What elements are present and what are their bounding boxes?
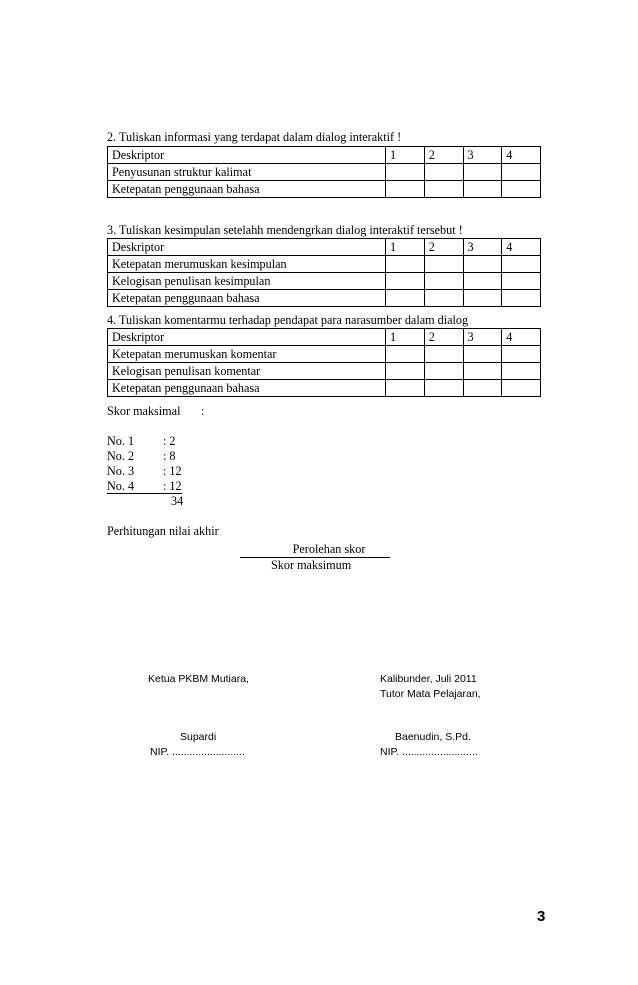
score-cell [386,256,425,273]
score-cell [424,164,463,181]
score-cell [502,346,541,363]
score-cell [386,290,425,307]
header-cell: 4 [502,329,541,346]
fraction-numerator: Perolehan skor [240,542,390,558]
score-cell [463,380,502,397]
header-cell: 3 [463,239,502,256]
score-cell [386,181,425,198]
descriptor-cell: Kelogisan penulisan kesimpulan [108,273,386,290]
descriptor-cell: Ketepatan penggunaan bahasa [108,380,386,397]
score-item-no: No. 4 [107,479,135,493]
left-signer-nip: NIP. ......................... [150,746,245,758]
score-cell [424,256,463,273]
score-item-value: : 12 [163,464,182,478]
table-header-row [108,329,541,346]
score-cell [502,363,541,380]
score-cell [502,273,541,290]
score-cell [463,164,502,181]
score-item-value: : 8 [163,449,176,463]
max-score-colon: : [201,404,205,418]
descriptor-cell: Ketepatan merumuskan komentar [108,346,386,363]
score-cell [386,363,425,380]
table-header-row [108,239,541,256]
rubric-table-3 [107,238,541,307]
score-cell [424,181,463,198]
score-cell [463,256,502,273]
score-cell [502,380,541,397]
right-signer-name: Baenudin, S.Pd. [395,731,471,743]
header-cell: 1 [386,239,425,256]
rubric-table-4 [107,328,541,397]
score-cell [463,273,502,290]
score-cell [463,290,502,307]
section-4-title: 4. Tuliskan komentarmu terhadap pendapat para narasumber dalam dialog [107,313,469,327]
descriptor-cell: Kelogisan penulisan komentar [108,363,386,380]
score-cell [463,363,502,380]
table-row [108,164,541,181]
header-cell: 4 [502,147,541,164]
score-cell [386,346,425,363]
header-cell: 1 [386,147,425,164]
fraction-denominator: Skor maksimum [271,558,352,572]
score-cell [424,290,463,307]
score-cell [424,380,463,397]
descriptor-cell: Ketepatan penggunaan bahasa [108,181,386,198]
score-cell [502,181,541,198]
rubric-table-2 [107,146,541,198]
table-header-row [108,147,541,164]
max-score-label: Skor maksimal [107,404,181,418]
score-item-no: No. 3 [107,464,135,478]
score-cell [502,290,541,307]
section-3-title: 3. Tuliskan kesimpulan setelahh mendengrkan dialog interaktif tersebut ! [107,223,463,237]
descriptor-cell: Ketepatan merumuskan kesimpulan [108,256,386,273]
header-cell: 2 [424,147,463,164]
table-row [108,380,541,397]
descriptor-cell: Ketepatan penggunaan bahasa [108,290,386,307]
score-total: 34 [171,494,184,508]
score-item-value: : 2 [163,434,176,448]
table-row [108,363,541,380]
score-item-value: : 12 [163,479,182,493]
table-row [108,256,541,273]
final-score-label: Perhitungan nilai akhir [107,524,219,538]
score-cell [386,164,425,181]
page-number: 3 [537,908,546,925]
score-cell [424,346,463,363]
table-row [108,290,541,307]
right-place-date: Kalibunder, Juli 2011 [380,673,477,685]
score-cell [386,273,425,290]
header-cell: 2 [424,329,463,346]
score-cell [424,273,463,290]
left-signer-title: Ketua PKBM Mutiara, [148,673,249,685]
descriptor-cell: Penyusunan struktur kalimat [108,164,386,181]
header-cell: 3 [463,147,502,164]
header-cell: 1 [386,329,425,346]
header-cell: Deskriptor [108,147,386,164]
table-row [108,181,541,198]
header-cell: Deskriptor [108,329,386,346]
score-item-no: No. 1 [107,434,135,448]
section-2-title: 2. Tuliskan informasi yang terdapat dalam dialog interaktif ! [107,130,402,144]
header-cell: Deskriptor [108,239,386,256]
score-cell [463,181,502,198]
table-row [108,346,541,363]
right-signer-nip: NIP. .......................... [380,746,478,758]
table-row [108,273,541,290]
left-signer-name: Supardi [180,731,217,743]
header-cell: 4 [502,239,541,256]
right-signer-title: Tutor Mata Pelajaran, [380,688,481,700]
score-cell [502,256,541,273]
header-cell: 3 [463,329,502,346]
score-item-no: No. 2 [107,449,135,463]
score-cell [463,346,502,363]
header-cell: 2 [424,239,463,256]
score-cell [386,380,425,397]
score-cell [424,363,463,380]
score-cell [502,164,541,181]
